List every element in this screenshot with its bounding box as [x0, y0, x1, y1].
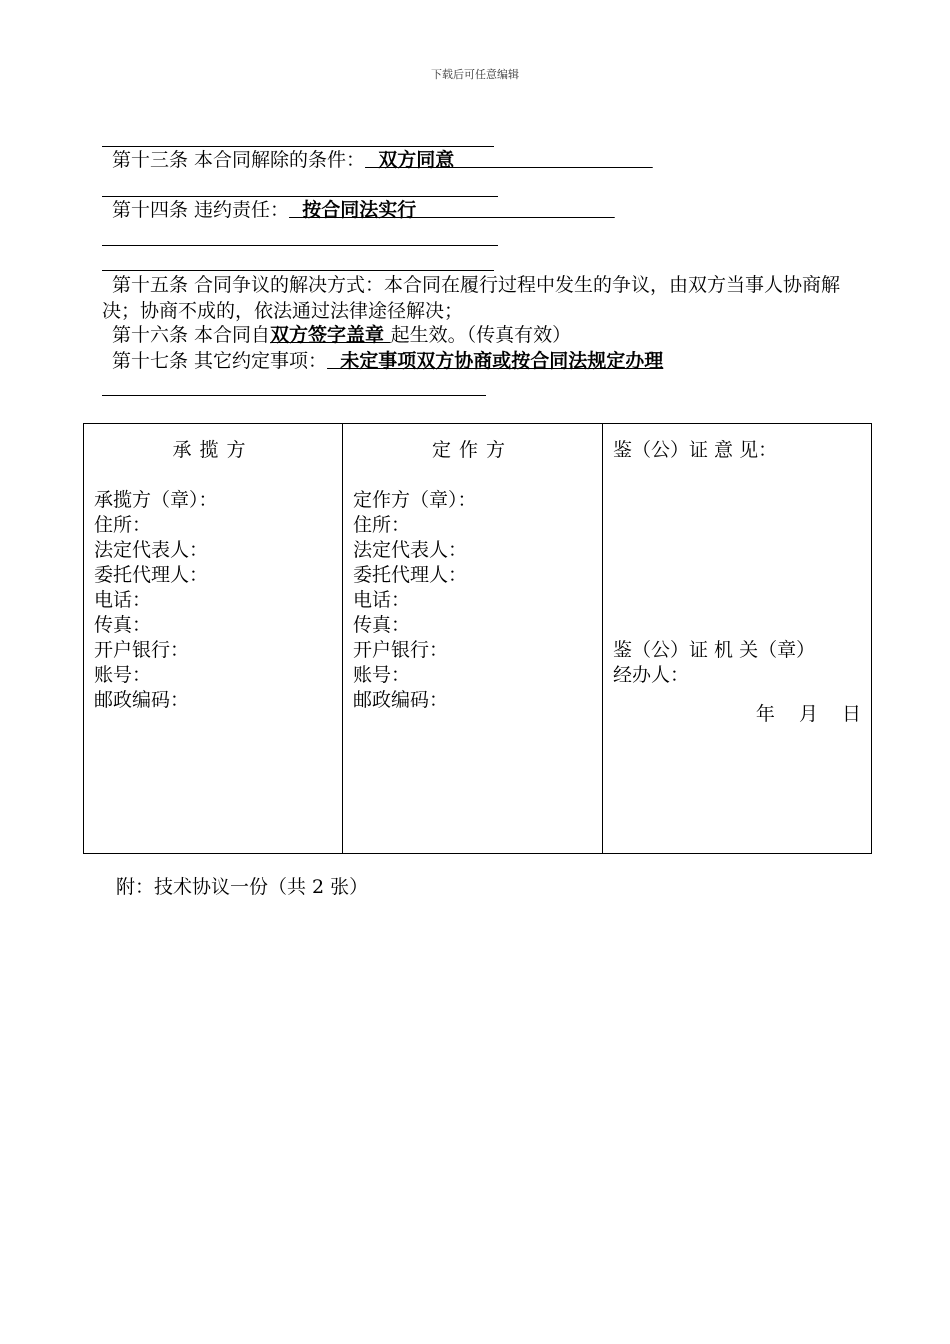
contractor-account-field: 账号：: [94, 664, 152, 686]
contractor-agent-field: 委托代理人：: [94, 564, 209, 586]
notary-opinion-title: 鉴（公）证 意 见：: [613, 439, 778, 461]
contractor-fax-field: 传真：: [94, 614, 152, 636]
contractor-legal-rep-field: 法定代表人：: [94, 539, 209, 561]
clause-16-prefix: 第十六条 本合同自: [112, 324, 271, 346]
underline-rule: [102, 146, 494, 147]
clause-16: [112, 322, 571, 348]
clause-17-label: 第十七条 其它约定事项：: [112, 350, 328, 372]
signature-table: [83, 423, 872, 854]
underline-rule: [102, 245, 498, 246]
orderer-title: 定作方: [431, 439, 513, 461]
notary-cell: [603, 424, 872, 854]
contractor-phone-field: 电话：: [94, 589, 152, 611]
contractor-cell: [84, 424, 343, 854]
orderer-agent-field: 委托代理人：: [353, 564, 468, 586]
clause-14-value: 按合同法实行: [289, 199, 615, 221]
underline-rule: [102, 270, 494, 271]
orderer-seal-field: 定作方（章）：: [353, 489, 477, 511]
notary-date: 年 月 日: [755, 703, 861, 725]
clause-14: [112, 198, 615, 222]
clause-16-value: 双方签字盖章: [270, 324, 391, 346]
underline-rule: [102, 196, 498, 197]
clause-13: [112, 148, 653, 172]
clause-17-value: 未定事项双方协商或按合同法规定办理: [327, 350, 664, 372]
orderer-bank-field: 开户银行：: [353, 639, 449, 661]
orderer-postcode-field: 邮政编码：: [353, 689, 449, 711]
clause-17: [112, 348, 663, 374]
clause-16-suffix: 起生效。（传真有效）: [390, 324, 572, 346]
contractor-address-field: 住所：: [94, 514, 152, 536]
underline-rule: [102, 395, 486, 396]
contractor-bank-field: 开户银行：: [94, 639, 190, 661]
orderer-cell: [343, 424, 603, 854]
orderer-address-field: 住所：: [353, 514, 411, 536]
contractor-seal-field: 承揽方（章）：: [94, 489, 218, 511]
orderer-phone-field: 电话：: [353, 589, 411, 611]
clause-14-label: 第十四条 违约责任：: [112, 199, 290, 221]
page-header: 下载后可任意编辑: [431, 68, 519, 81]
notary-authority-field: 鉴（公）证 机 关（章）: [613, 639, 816, 661]
notary-agent-field: 经办人：: [613, 664, 690, 686]
orderer-legal-rep-field: 法定代表人：: [353, 539, 468, 561]
clause-15: 第十五条 合同争议的解决方式：本合同在履行过程中发生的争议，由双方当事人协商解决；协商不成的，依法通过法律途径解决；: [102, 274, 841, 322]
attachment-note: 附：技术协议一份（共 2 张）: [116, 876, 369, 898]
orderer-account-field: 账号：: [353, 664, 411, 686]
clause-13-value: 双方同意: [365, 149, 653, 171]
contractor-postcode-field: 邮政编码：: [94, 689, 190, 711]
clause-13-label: 第十三条 本合同解除的条件：: [112, 149, 366, 171]
orderer-fax-field: 传真：: [353, 614, 411, 636]
contractor-title: 承揽方: [172, 439, 254, 461]
